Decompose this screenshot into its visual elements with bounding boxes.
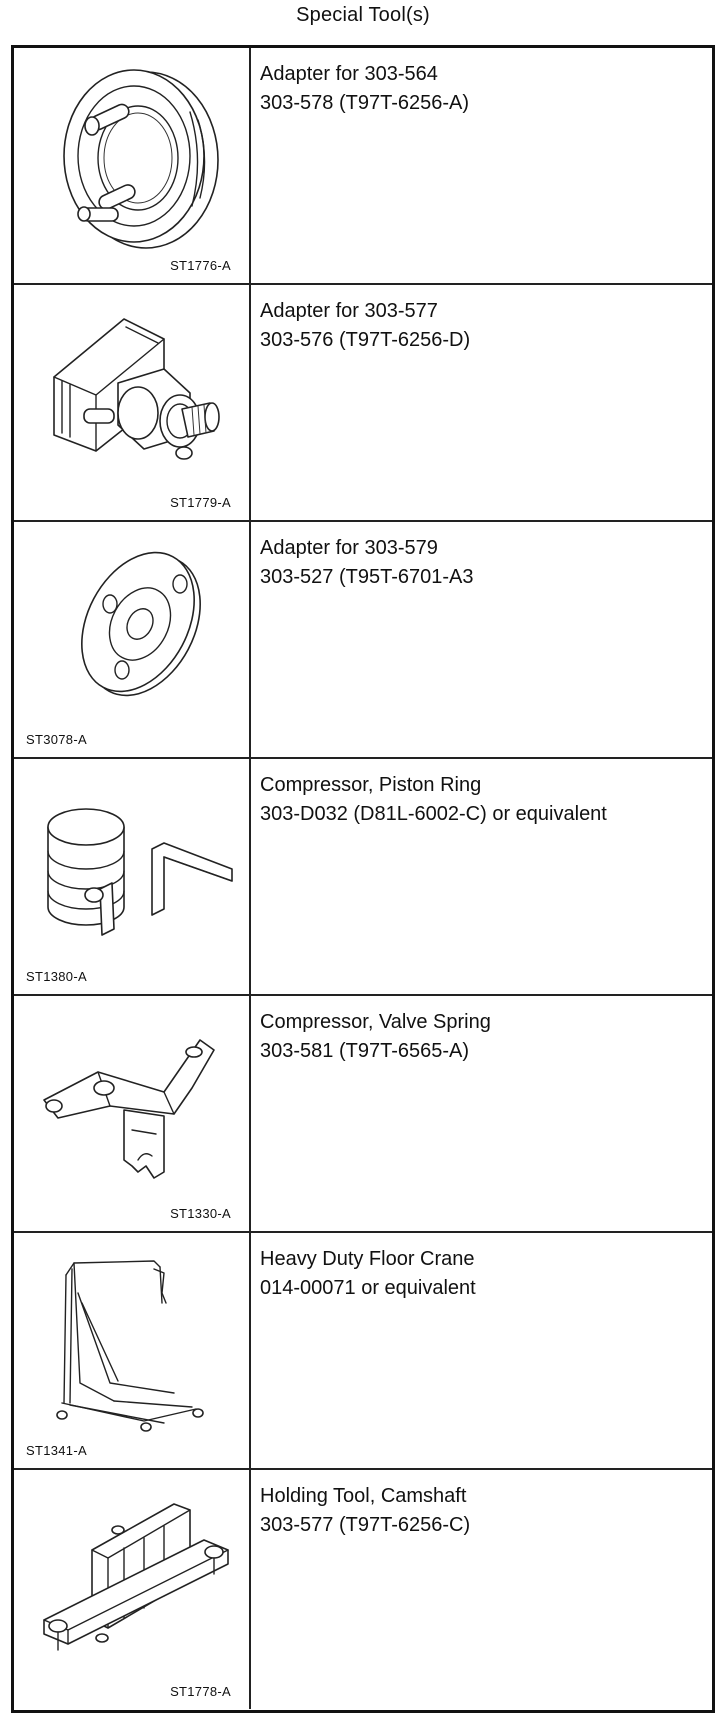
- image-cell: [14, 1470, 251, 1709]
- image-cell: [14, 759, 251, 994]
- camshaft-holding-tool-illustration: [14, 1470, 249, 1705]
- tool-part-number: 303-527 (T95T-6701-A3: [260, 566, 474, 588]
- illustration-code: ST1341-A: [26, 1443, 87, 1458]
- tool-part-number: 303-D032 (D81L-6002-C) or equivalent: [260, 803, 607, 825]
- table-row: [14, 996, 712, 1233]
- table-row: [14, 522, 712, 759]
- table-row: [14, 1470, 712, 1709]
- tool-name: Holding Tool, Camshaft: [260, 1485, 467, 1507]
- illustration-code: ST1380-A: [26, 969, 87, 984]
- image-cell: [14, 1233, 251, 1468]
- special-tools-table: [11, 45, 715, 1713]
- tool-part-number: 303-576 (T97T-6256-D): [260, 329, 471, 351]
- image-cell: [14, 522, 251, 757]
- description-cell: [251, 1470, 712, 1709]
- description-cell: [251, 1233, 712, 1468]
- tool-name: Compressor, Valve Spring: [260, 1011, 491, 1033]
- valve-spring-compressor-illustration: [14, 996, 249, 1231]
- illustration-code: ST1779-A: [170, 495, 231, 510]
- tool-name: Adapter for 303-579: [260, 537, 438, 559]
- image-cell: [14, 48, 251, 283]
- piston-ring-compressor-illustration: [14, 759, 249, 994]
- page-title: Special Tool(s): [296, 4, 430, 26]
- description-cell: [251, 759, 712, 994]
- tool-part-number: 303-578 (T97T-6256-A): [260, 92, 470, 114]
- table-row: [14, 285, 712, 522]
- tool-part-number: 303-581 (T97T-6565-A): [260, 1040, 470, 1062]
- description-cell: [251, 996, 712, 1231]
- illustration-code: ST1776-A: [170, 258, 231, 273]
- tool-name: Heavy Duty Floor Crane: [260, 1248, 475, 1270]
- adapter-303-527-illustration: [14, 522, 249, 757]
- illustration-code: ST1778-A: [170, 1684, 231, 1699]
- description-cell: [251, 522, 712, 757]
- description-cell: [251, 48, 712, 283]
- tool-name: Compressor, Piston Ring: [260, 774, 482, 796]
- tool-name: Adapter for 303-564: [260, 63, 438, 85]
- table-row: [14, 48, 712, 285]
- image-cell: [14, 996, 251, 1231]
- image-cell: [14, 285, 251, 520]
- floor-crane-illustration: [14, 1233, 249, 1468]
- illustration-code: ST1330-A: [170, 1206, 231, 1221]
- adapter-303-576-illustration: [14, 285, 249, 520]
- illustration-code: ST3078-A: [26, 732, 87, 747]
- adapter-303-578-illustration: [14, 48, 249, 283]
- tool-part-number: 303-577 (T97T-6256-C): [260, 1514, 471, 1536]
- description-cell: [251, 285, 712, 520]
- tool-name: Adapter for 303-577: [260, 300, 438, 322]
- table-row: [14, 759, 712, 996]
- table-row: [14, 1233, 712, 1470]
- tool-part-number: 014-00071 or equivalent: [260, 1277, 476, 1299]
